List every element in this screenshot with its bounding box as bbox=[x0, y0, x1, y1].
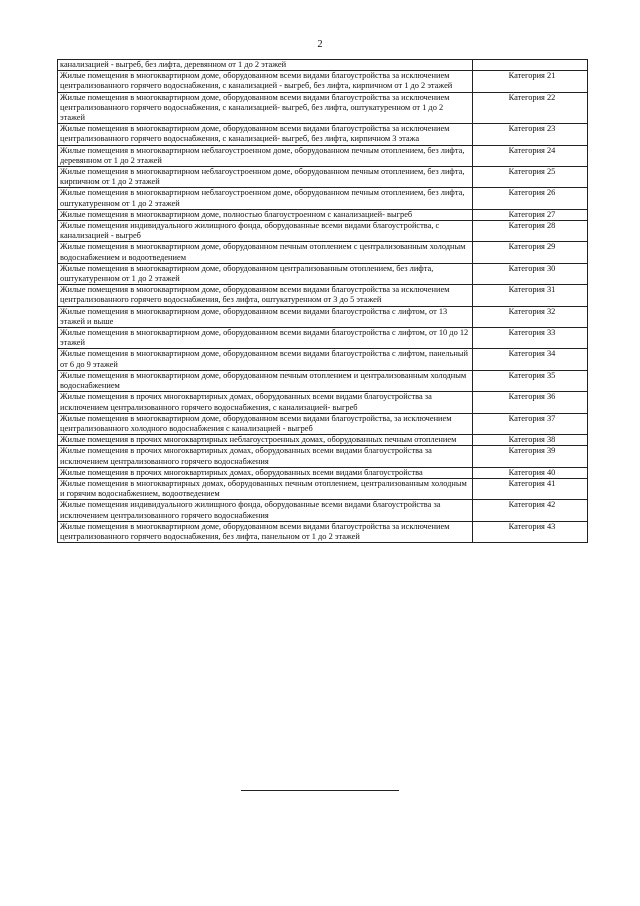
row-category: Категория 36 bbox=[473, 392, 588, 413]
table-row bbox=[58, 263, 588, 284]
row-description: Жилые помещения в многоквартирном доме, оборудованном печным отоплением и централизованным холодным водоснабжением bbox=[58, 370, 473, 391]
row-description: Жилые помещения в многоквартирном неблагоустроенном доме, оборудованном печным отоплением, без лифта, оштукатуренном от 1 до 2 этажей bbox=[58, 188, 473, 209]
row-category: Категория 23 bbox=[473, 124, 588, 145]
row-description: Жилые помещения в многоквартирных домах, оборудованных печным отоплением, централизованным холодным и горячим водоснабжением, водоотведением bbox=[58, 478, 473, 499]
row-category: Категория 39 bbox=[473, 446, 588, 467]
table-row bbox=[58, 500, 588, 521]
row-description: Жилые помещения в прочих многоквартирных домах, оборудованных всеми видами благоустройства за исключением централизованного горячего водоснабжения, с канализацией- выгреб bbox=[58, 392, 473, 413]
table-row bbox=[58, 328, 588, 349]
row-description: канализацией - выгреб, без лифта, деревянном от 1 до 2 этажей bbox=[58, 60, 473, 71]
row-description: Жилые помещения в прочих многоквартирных домах, оборудованных всеми видами благоустройства bbox=[58, 467, 473, 478]
row-description: Жилые помещения в многоквартирном доме, оборудованном всеми видами благоустройства за исключением централизованного горячего водоснабжения, с канализацией- выгреб, без лифта, кирпичном 3 этажа bbox=[58, 124, 473, 145]
table-row bbox=[58, 188, 588, 209]
row-category: Категория 21 bbox=[473, 71, 588, 92]
table-row bbox=[58, 467, 588, 478]
table-row bbox=[58, 521, 588, 542]
row-description: Жилые помещения в многоквартирном неблагоустроенном доме, оборудованном печным отоплением, без лифта, деревянном от 1 до 2 этажей bbox=[58, 145, 473, 166]
table-row bbox=[58, 124, 588, 145]
table-row bbox=[58, 446, 588, 467]
row-description: Жилые помещения в многоквартирном доме, оборудованном всеми видами благоустройства за исключением централизованного горячего водоснабжения, с канализацией - выгреб, без лифта, кирпичном от 1 до 2 этажей bbox=[58, 71, 473, 92]
table-row bbox=[58, 221, 588, 242]
row-description: Жилые помещения в многоквартирном доме, оборудованном всеми видами благоустройства за исключением централизованного горячего водоснабжения, с канализацией- выгреб, без лифта, оштукатуренном от 1 до 2 этажей bbox=[58, 92, 473, 124]
table-row bbox=[58, 392, 588, 413]
row-category: Категория 31 bbox=[473, 285, 588, 306]
row-category: Категория 25 bbox=[473, 167, 588, 188]
row-description: Жилые помещения в многоквартирном доме, оборудованном всеми видами благоустройства с лифтом, от 10 до 12 этажей bbox=[58, 328, 473, 349]
table-row bbox=[58, 209, 588, 220]
row-description: Жилые помещения в прочих многоквартирных неблагоустроенных домах, оборудованных печным отоплением bbox=[58, 435, 473, 446]
row-description: Жилые помещения в многоквартирном доме, оборудованном печным отоплением с централизованным холодным водоснабжением и водоотведением bbox=[58, 242, 473, 263]
row-description: Жилые помещения в многоквартирном доме, полностью благоустроенном с канализацией- выгреб bbox=[58, 209, 473, 220]
row-description: Жилые помещения в прочих многоквартирных домах, оборудованных всеми видами благоустройства за исключением централизованного горячего водоснабжения bbox=[58, 446, 473, 467]
row-category: Категория 30 bbox=[473, 263, 588, 284]
table-row bbox=[58, 349, 588, 370]
row-description: Жилые помещения в многоквартирном доме, оборудованном всеми видами благоустройства, за исключением централизованного холодного водоснабжения с канализацией - выгреб bbox=[58, 413, 473, 434]
row-description: Жилые помещения в многоквартирном доме, оборудованном всеми видами благоустройства с лифтом, панельный от 6 до 9 этажей bbox=[58, 349, 473, 370]
table-row bbox=[58, 285, 588, 306]
row-category: Категория 32 bbox=[473, 306, 588, 327]
page-number: 2 bbox=[317, 39, 323, 50]
row-category: Категория 28 bbox=[473, 221, 588, 242]
table-row bbox=[58, 145, 588, 166]
row-category: Категория 43 bbox=[473, 521, 588, 542]
row-description: Жилые помещения в многоквартирном неблагоустроенном доме, оборудованном печным отоплением, без лифта, кирпичном от 1 до 2 этажей bbox=[58, 167, 473, 188]
row-category: Категория 37 bbox=[473, 413, 588, 434]
row-category: Категория 27 bbox=[473, 209, 588, 220]
table-row bbox=[58, 71, 588, 92]
row-description: Жилые помещения индивидуального жилищного фонда, оборудованные всеми видами благоустройства, с канализацией - выгреб bbox=[58, 221, 473, 242]
table-row bbox=[58, 478, 588, 499]
closing-rule bbox=[241, 790, 399, 791]
table-row bbox=[58, 242, 588, 263]
category-table-body bbox=[58, 60, 588, 543]
row-category bbox=[473, 60, 588, 71]
row-category: Категория 26 bbox=[473, 188, 588, 209]
row-category: Категория 34 bbox=[473, 349, 588, 370]
row-category: Категория 35 bbox=[473, 370, 588, 391]
table-row bbox=[58, 60, 588, 71]
row-description: Жилые помещения в многоквартирном доме, оборудованном всеми видами благоустройства с лифтом, от 13 этажей и выше bbox=[58, 306, 473, 327]
row-category: Категория 38 bbox=[473, 435, 588, 446]
row-category: Категория 33 bbox=[473, 328, 588, 349]
table-row bbox=[58, 92, 588, 124]
row-description: Жилые помещения в многоквартирном доме, оборудованном всеми видами благоустройства за исключением централизованного горячего водоснабжения, без лифта, оштукатуренном от 3 до 5 этажей bbox=[58, 285, 473, 306]
row-description: Жилые помещения индивидуального жилищного фонда, оборудованные всеми видами благоустройства за исключением централизованного горячего водоснабжения bbox=[58, 500, 473, 521]
category-table bbox=[57, 59, 588, 543]
table-row bbox=[58, 306, 588, 327]
row-description: Жилые помещения в многоквартирном доме, оборудованном централизованным отоплением, без лифта, оштукатуренном от 1 до 2 этажей bbox=[58, 263, 473, 284]
row-category: Категория 42 bbox=[473, 500, 588, 521]
row-description: Жилые помещения в многоквартирном доме, оборудованном всеми видами благоустройства за исключением централизованного горячего водоснабжения, без лифта, панельном от 1 до 2 этажей bbox=[58, 521, 473, 542]
row-category: Категория 22 bbox=[473, 92, 588, 124]
table-row bbox=[58, 167, 588, 188]
row-category: Категория 29 bbox=[473, 242, 588, 263]
table-row bbox=[58, 413, 588, 434]
row-category: Категория 24 bbox=[473, 145, 588, 166]
row-category: Категория 40 bbox=[473, 467, 588, 478]
table-row bbox=[58, 435, 588, 446]
table-row bbox=[58, 370, 588, 391]
row-category: Категория 41 bbox=[473, 478, 588, 499]
